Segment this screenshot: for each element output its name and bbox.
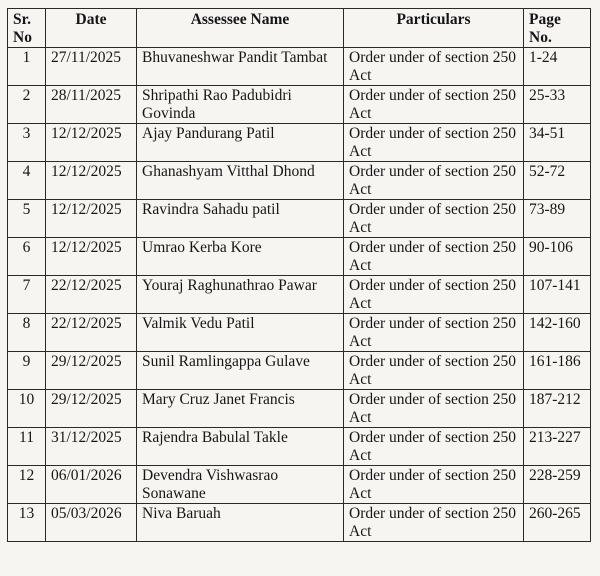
header-assessee-name: Assessee Name bbox=[137, 9, 344, 48]
cell-particulars: Order under of section 250 Act bbox=[344, 314, 524, 352]
cell-sr-no: 10 bbox=[8, 390, 46, 428]
cell-date: 27/11/2025 bbox=[46, 48, 137, 86]
cell-sr-no: 11 bbox=[8, 428, 46, 466]
cell-date: 12/12/2025 bbox=[46, 238, 137, 276]
cell-date: 29/12/2025 bbox=[46, 390, 137, 428]
table-row bbox=[8, 86, 591, 124]
cell-assessee-name: Umrao Kerba Kore bbox=[137, 238, 344, 276]
table-row bbox=[8, 390, 591, 428]
orders-index-table bbox=[7, 8, 591, 542]
header-date: Date bbox=[46, 9, 137, 48]
cell-assessee-name: Rajendra Babulal Takle bbox=[137, 428, 344, 466]
cell-sr-no: 4 bbox=[8, 162, 46, 200]
table-row bbox=[8, 504, 591, 542]
cell-date: 12/12/2025 bbox=[46, 200, 137, 238]
table-row bbox=[8, 238, 591, 276]
cell-page-no: 228-259 bbox=[524, 466, 591, 504]
cell-particulars: Order under of section 250 Act bbox=[344, 162, 524, 200]
header-row bbox=[8, 9, 591, 48]
cell-page-no: 73-89 bbox=[524, 200, 591, 238]
cell-particulars: Order under of section 250 Act bbox=[344, 466, 524, 504]
cell-assessee-name: Bhuvaneshwar Pandit Tambat bbox=[137, 48, 344, 86]
cell-assessee-name: Niva Baruah bbox=[137, 504, 344, 542]
cell-page-no: 142-160 bbox=[524, 314, 591, 352]
cell-particulars: Order under of section 250 Act bbox=[344, 200, 524, 238]
cell-date: 06/01/2026 bbox=[46, 466, 137, 504]
table-row bbox=[8, 162, 591, 200]
cell-sr-no: 5 bbox=[8, 200, 46, 238]
cell-particulars: Order under of section 250 Act bbox=[344, 238, 524, 276]
cell-page-no: 90-106 bbox=[524, 238, 591, 276]
table-row bbox=[8, 352, 591, 390]
cell-particulars: Order under of section 250 Act bbox=[344, 504, 524, 542]
cell-assessee-name: Ajay Pandurang Patil bbox=[137, 124, 344, 162]
cell-sr-no: 7 bbox=[8, 276, 46, 314]
header-page-no: Page No. bbox=[524, 9, 591, 48]
cell-date: 05/03/2026 bbox=[46, 504, 137, 542]
header-sr-no: Sr. No bbox=[8, 9, 46, 48]
cell-page-no: 25-33 bbox=[524, 86, 591, 124]
cell-sr-no: 13 bbox=[8, 504, 46, 542]
cell-sr-no: 1 bbox=[8, 48, 46, 86]
cell-assessee-name: Youraj Raghunathrao Pawar bbox=[137, 276, 344, 314]
cell-sr-no: 2 bbox=[8, 86, 46, 124]
cell-page-no: 187-212 bbox=[524, 390, 591, 428]
cell-assessee-name: Shripathi Rao Padubidri Govinda bbox=[137, 86, 344, 124]
cell-assessee-name: Ghanashyam Vitthal Dhond bbox=[137, 162, 344, 200]
cell-particulars: Order under of section 250 Act bbox=[344, 276, 524, 314]
cell-sr-no: 12 bbox=[8, 466, 46, 504]
table-row bbox=[8, 276, 591, 314]
cell-date: 12/12/2025 bbox=[46, 124, 137, 162]
cell-particulars: Order under of section 250 Act bbox=[344, 124, 524, 162]
cell-particulars: Order under of section 250 Act bbox=[344, 352, 524, 390]
cell-page-no: 52-72 bbox=[524, 162, 591, 200]
cell-particulars: Order under of section 250 Act bbox=[344, 428, 524, 466]
cell-particulars: Order under of section 250 Act bbox=[344, 390, 524, 428]
cell-assessee-name: Devendra Vishwasrao Sonawane bbox=[137, 466, 344, 504]
table-row bbox=[8, 314, 591, 352]
table-row bbox=[8, 428, 591, 466]
cell-date: 22/12/2025 bbox=[46, 276, 137, 314]
header-particulars: Particulars bbox=[344, 9, 524, 48]
cell-sr-no: 8 bbox=[8, 314, 46, 352]
cell-assessee-name: Mary Cruz Janet Francis bbox=[137, 390, 344, 428]
cell-sr-no: 6 bbox=[8, 238, 46, 276]
cell-date: 12/12/2025 bbox=[46, 162, 137, 200]
cell-page-no: 107-141 bbox=[524, 276, 591, 314]
cell-sr-no: 9 bbox=[8, 352, 46, 390]
cell-page-no: 1-24 bbox=[524, 48, 591, 86]
cell-page-no: 260-265 bbox=[524, 504, 591, 542]
table-body bbox=[8, 48, 591, 542]
cell-page-no: 213-227 bbox=[524, 428, 591, 466]
cell-particulars: Order under of section 250 Act bbox=[344, 48, 524, 86]
cell-date: 31/12/2025 bbox=[46, 428, 137, 466]
cell-sr-no: 3 bbox=[8, 124, 46, 162]
table-row bbox=[8, 466, 591, 504]
cell-assessee-name: Sunil Ramlingappa Gulave bbox=[137, 352, 344, 390]
table-row bbox=[8, 48, 591, 86]
cell-page-no: 161-186 bbox=[524, 352, 591, 390]
cell-assessee-name: Valmik Vedu Patil bbox=[137, 314, 344, 352]
cell-page-no: 34-51 bbox=[524, 124, 591, 162]
cell-date: 22/12/2025 bbox=[46, 314, 137, 352]
cell-date: 28/11/2025 bbox=[46, 86, 137, 124]
table-row bbox=[8, 124, 591, 162]
cell-date: 29/12/2025 bbox=[46, 352, 137, 390]
table-row bbox=[8, 200, 591, 238]
cell-assessee-name: Ravindra Sahadu patil bbox=[137, 200, 344, 238]
cell-particulars: Order under of section 250 Act bbox=[344, 86, 524, 124]
